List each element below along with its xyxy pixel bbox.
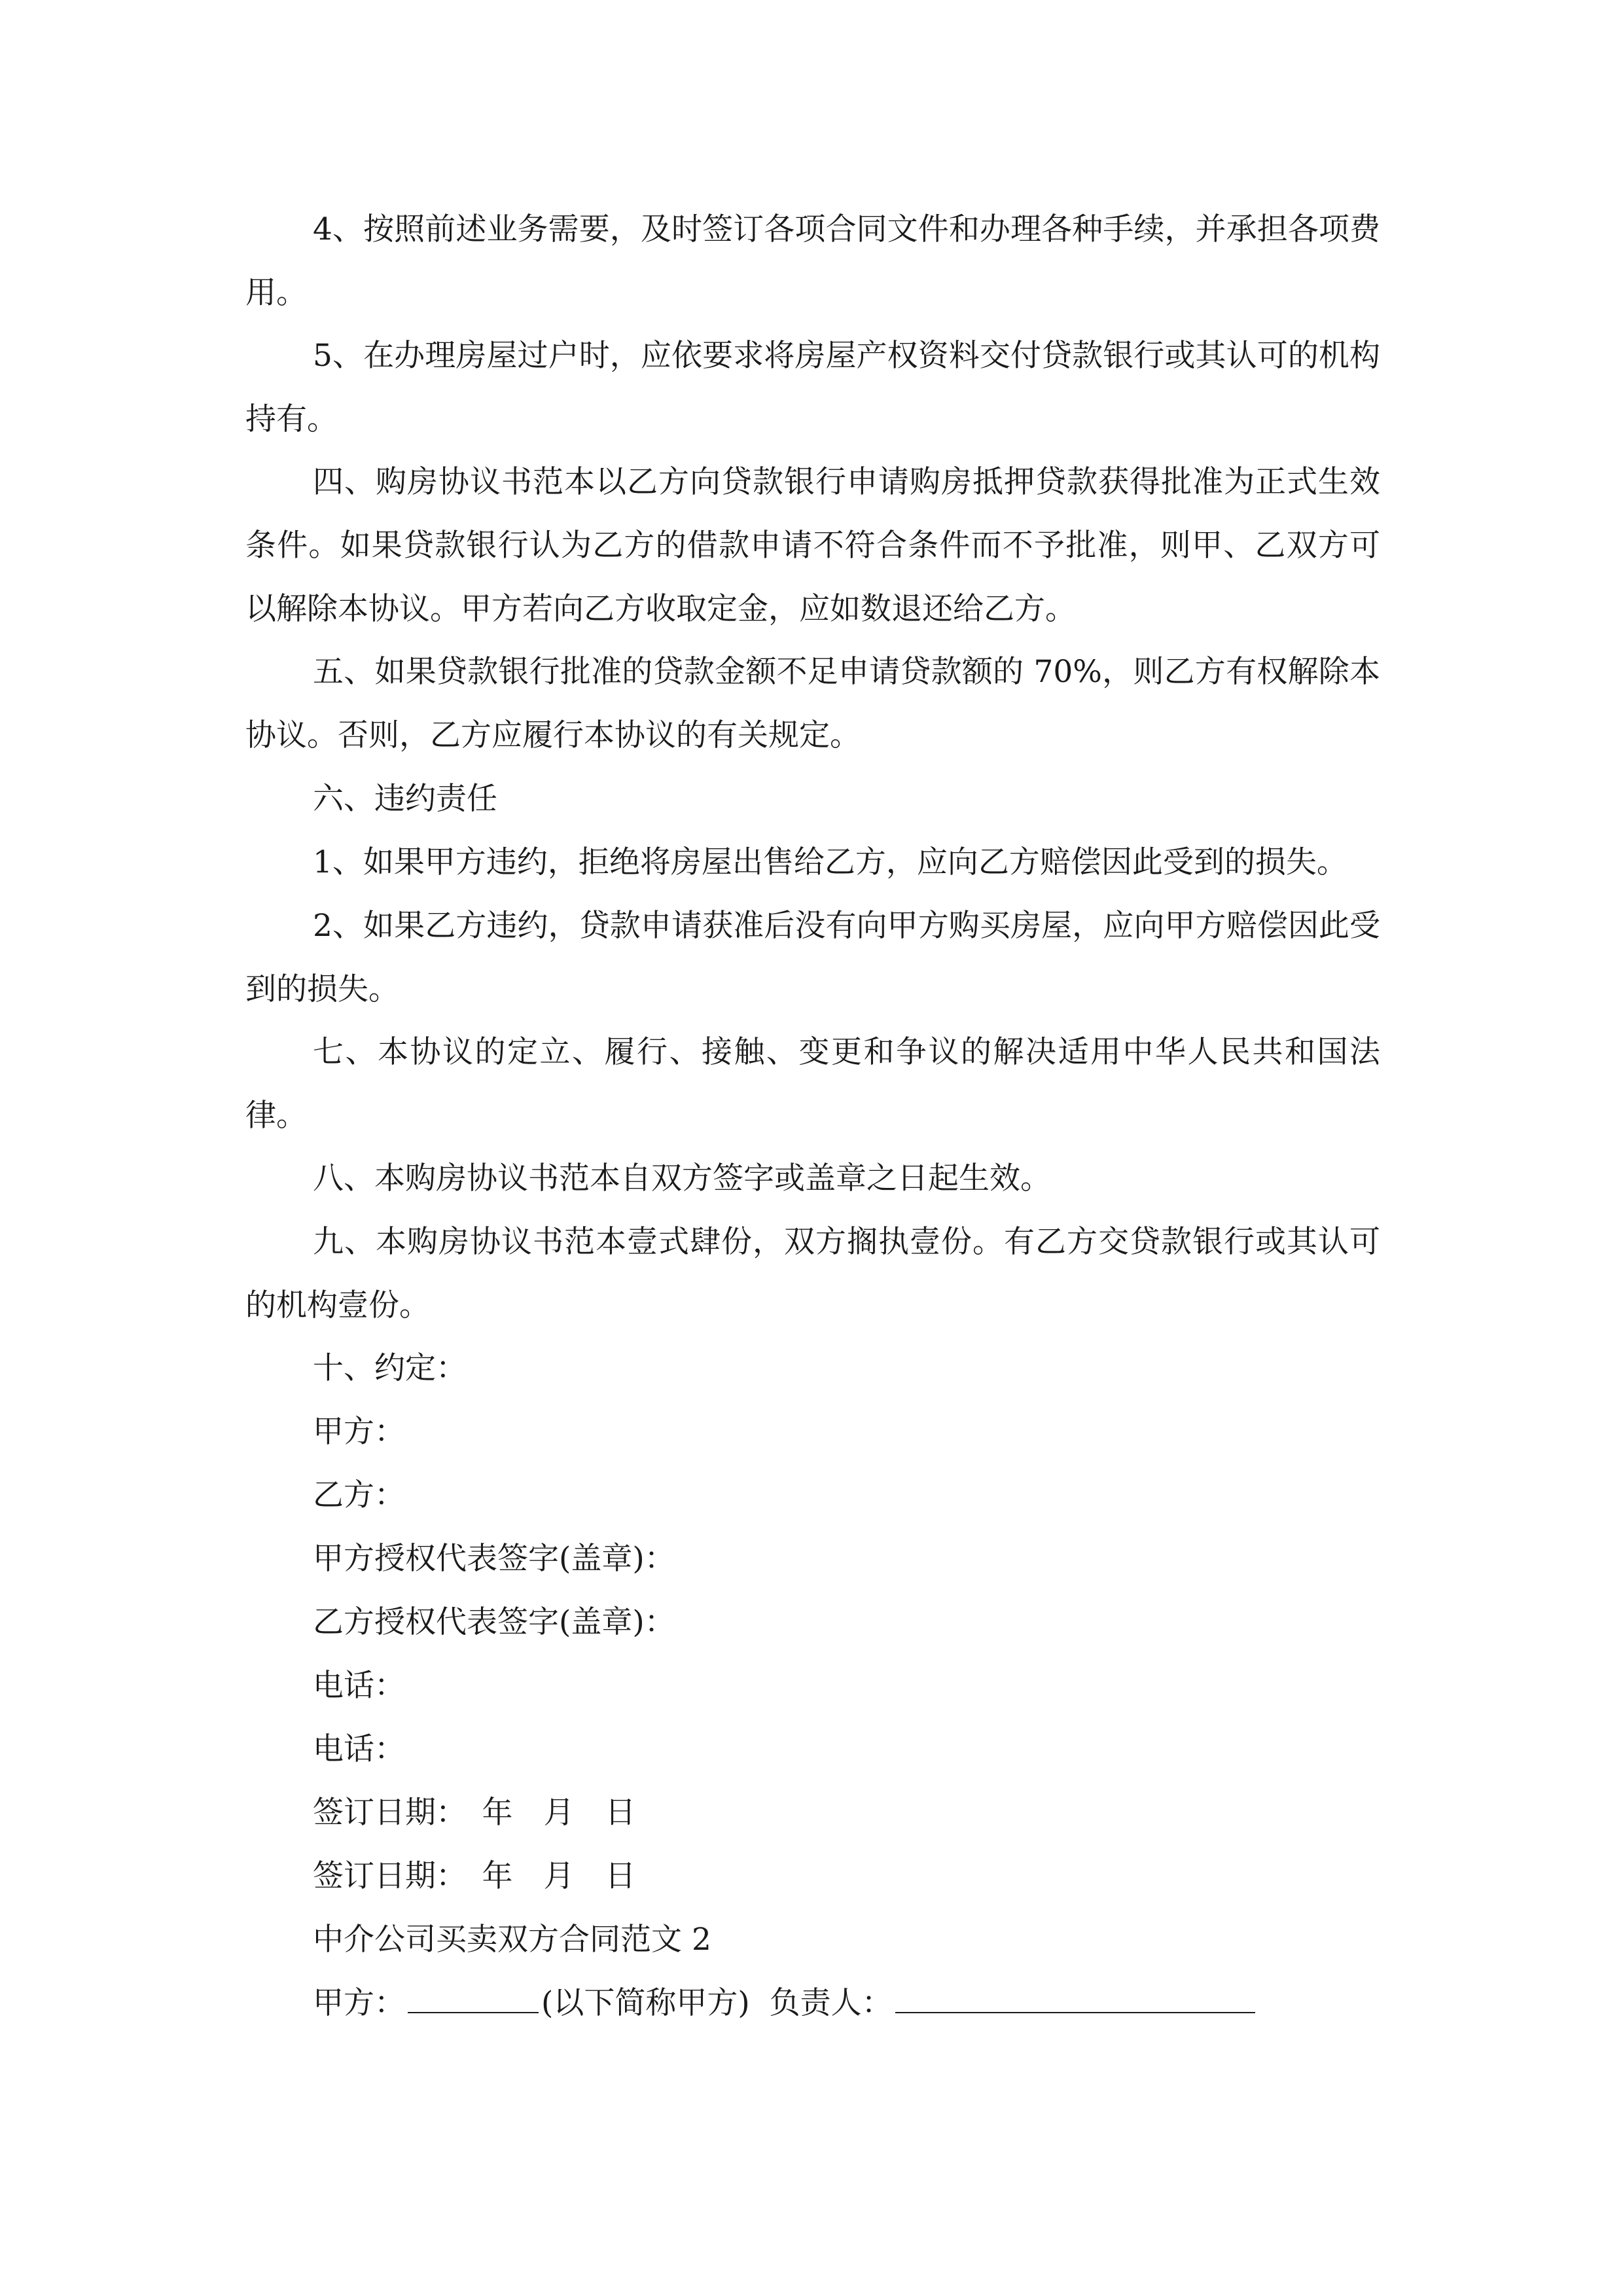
clause-paragraph: 四、购房协议书范本以乙方向贷款银行申请购房抵押贷款获得批准为正式生效条件。如果贷款银行认为乙方的借款申请不符合条件而不予批准，则甲、乙双方可以解除本协议。甲方若向乙方收取定金，应如数退还给乙方。 bbox=[245, 464, 1380, 627]
party-b-signature-label: 乙方授权代表签字(盖章)： bbox=[313, 1604, 675, 1640]
party-b-phone-label: 电话： bbox=[313, 1731, 405, 1767]
person-in-charge-label: 负责人： bbox=[769, 1985, 893, 2021]
clause-paragraph: 4、按照前述业务需要，及时签订各项合同文件和办理各种手续，并承担各项费用。 bbox=[245, 211, 1380, 311]
party-a-intro-label: 甲方： bbox=[313, 1985, 405, 2021]
party-a-name-blank bbox=[408, 1974, 539, 2013]
party-a-intro-line bbox=[313, 1971, 1255, 2035]
clause-paragraph: 1、如果甲方违约，拒绝将房屋出售给乙方，应向乙方赔偿因此受到的损失。 bbox=[313, 844, 1347, 880]
clause-paragraph: 2、如果乙方违约，贷款申请获准后没有向甲方购买房屋，应向甲方赔偿因此受到的损失。 bbox=[245, 908, 1380, 1007]
agreement-heading: 十、约定： bbox=[313, 1350, 467, 1386]
clause-paragraph: 五、如果贷款银行批准的贷款金额不足申请贷款额的 70%，则乙方有权解除本协议。否则，乙方应履行本协议的有关规定。 bbox=[245, 654, 1380, 753]
clause-paragraph: 5、在办理房屋过户时，应依要求将房屋产权资料交付贷款银行或其认可的机构持有。 bbox=[245, 338, 1380, 437]
party-a-sign-date: 签订日期： 年 月 日 bbox=[313, 1795, 636, 1831]
party-b-label: 乙方： bbox=[313, 1477, 405, 1513]
clause-paragraph: 七、本协议的定立、履行、接触、变更和争议的解决适用中华人民共和国法律。 bbox=[245, 1034, 1380, 1134]
party-a-signature-label: 甲方授权代表签字(盖章)： bbox=[313, 1541, 675, 1577]
person-in-charge-blank bbox=[895, 1974, 1255, 2013]
next-contract-title: 中介公司买卖双方合同范文 2 bbox=[313, 1922, 711, 1958]
party-a-label: 甲方： bbox=[313, 1414, 405, 1450]
party-a-intro-note: (以下简称甲方) bbox=[541, 1985, 750, 2021]
clause-paragraph: 九、本购房协议书范本壹式肆份，双方搁执壹份。有乙方交贷款银行或其认可的机构壹份。 bbox=[245, 1224, 1380, 1323]
section-heading: 六、违约责任 bbox=[313, 781, 497, 817]
clause-paragraph: 八、本购房协议书范本自双方签字或盖章之日起生效。 bbox=[313, 1160, 1051, 1196]
party-b-sign-date: 签订日期： 年 月 日 bbox=[313, 1858, 636, 1894]
party-a-phone-label: 电话： bbox=[313, 1668, 405, 1704]
